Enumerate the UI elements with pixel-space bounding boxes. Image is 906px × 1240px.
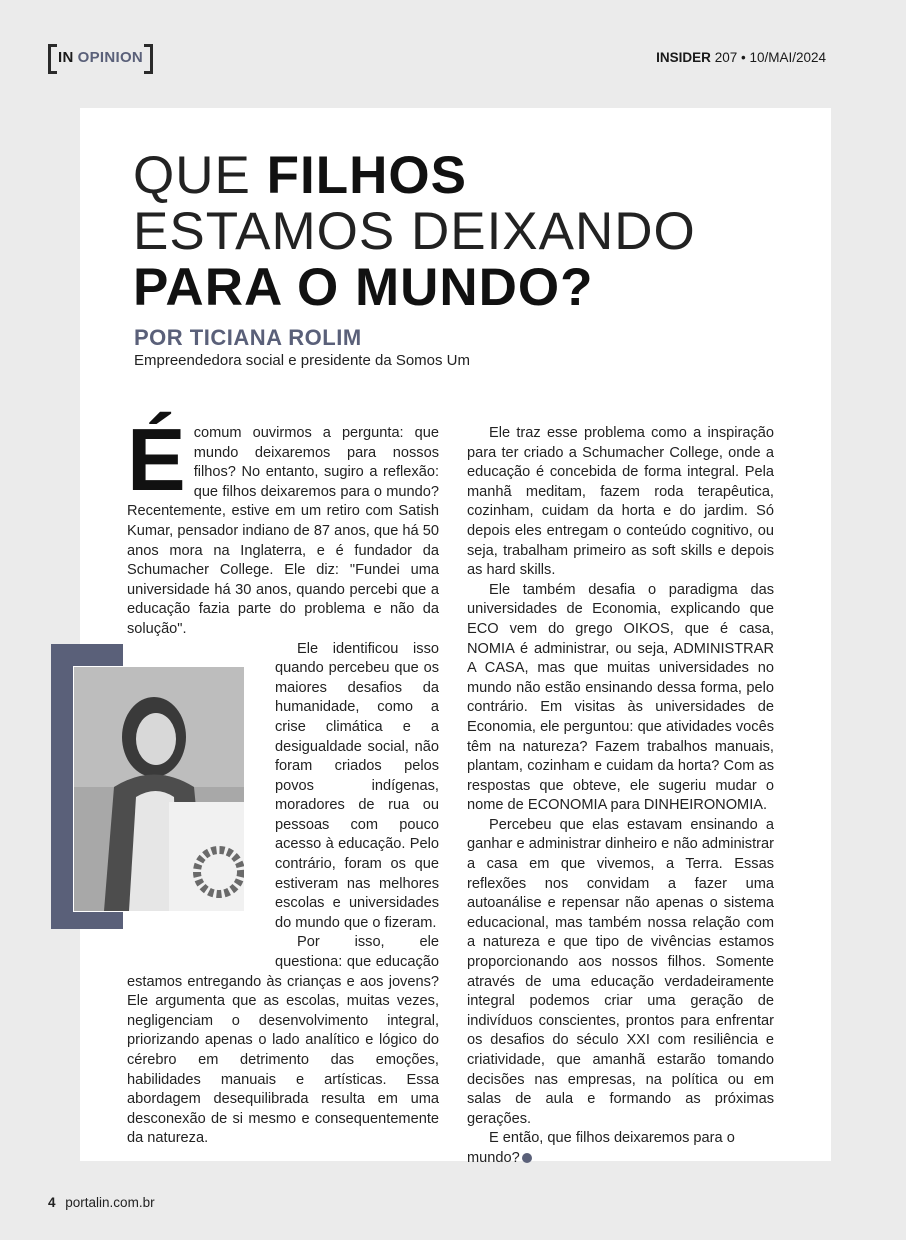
issue-brand: INSIDER (656, 50, 711, 65)
page-number: 4 (48, 1195, 56, 1210)
paragraph-4: Ele traz esse problema como a inspiração para ter criado a Schumacher College, onde a educação é concebida de forma integral. Pela manhã meditam, fazem roda terapêutica, cozinham, cuidam da horta e do jardim. Só depois eles entregam o conteúdo cognitivo, ou seja, trabalham primeiro as soft skills e depois as hard skills. (467, 425, 774, 579)
author-photo (73, 666, 245, 912)
paragraph-6: Percebeu que elas estavam ensinando a ganhar e administrar dinheiro e não administrar a casa em que vivemos, a Terra. Essas reflexões nos convidam a fazer uma autoanálise e repensar não apenas o sistema educacional, mas também nossa relação com a natureza e que tipo de vivências estamos proporcionando aos nossos filhos. Somente através de uma educação verdadeiramente integral podemos criar uma geração de indivíduos conscientes, prontos para enfrentar os desafios do século XXI com resiliência e criatividade, que amanhã estarão tomando decisões nas empresas, na política ou em salas de aula e formando as próximas gerações. (467, 816, 774, 1127)
page-footer (48, 1195, 155, 1210)
paragraph-7 (467, 1129, 774, 1168)
end-mark-icon (522, 1153, 532, 1163)
site-url[interactable]: portalin.com.br (65, 1195, 155, 1210)
article-title (133, 148, 696, 316)
paragraph-2: Ele identificou isso quando percebeu que os maiores desafios da humanidade, como a crise climática e a desigualdade social, não foram criados pelos povos indígenas, moradores de rua ou pessoas com pouco acesso à educação. Pelo contrário, foram os que estiveram nas melhores escolas e universidades do mundo que o fizeram. (275, 640, 439, 931)
article-column-left (127, 410, 439, 1149)
title-line1-bold: FILHOS (266, 146, 467, 205)
paragraph-5: Ele também desafia o paradigma das universidades de Economia, explicando que ECO vem do grego OIKOS, que é casa, NOMIA é administrar, ou seja, ADMINISTRAR A CASA, mas que muitas universidades no mundo não estão ensinando dessa forma, pelo contrário. Em visitas às universidades de Economia, ele perguntou: que atividades vocês têm na natureza? Fazem trabalhos manuais, plantam, cozinham e cuidam da horta? Com as respostas que obteve, ele sugeriu mudar o nome de ECONOMIA para DINHEIRONOMIA. (467, 581, 774, 814)
section-tag (48, 44, 153, 70)
paragraph-1: comum ouvirmos a pergunta: que mundo deixaremos para nossos filhos? No entanto, sugiro a reflexão: que filhos deixaremos para o mundo? Recentemente, estive em um retiro com Satish Kumar, pensador indiano de 87 anos, que há 50 anos mora na Inglaterra, e é fundador da Schumacher College. Ele diz: "Fundei uma universidade há 30 anos, quando percebi que a educação fazia parte do problema e não da solução". (127, 425, 439, 637)
author-photo-illustration (74, 667, 244, 911)
issue-number-date: 207 • 10/MAI/2024 (714, 50, 826, 65)
author-photo-block (123, 644, 265, 954)
author-role: Empreendedora social e presidente da Somos Um (134, 352, 471, 369)
title-line3: PARA O MUNDO? (133, 258, 594, 317)
paragraph-3: Por isso, ele questiona: que educação estamos entregando às crianças e aos jovens? Ele argumenta que as escolas, muitas vezes, negligenciam o desenvolvimento integral, priorizando apenas o lado analítico e lógico do cérebro em detrimento das emoções, habilidades manuais e artísticas. Essa abordagem desequilibrada resulta em uma desconexão de si mesmo e consequentemente da natureza. (127, 934, 439, 1147)
article-column-right (467, 424, 774, 1169)
author-byline: POR TICIANA ROLIM (134, 325, 362, 350)
drop-cap: É (127, 410, 186, 509)
section-tag-opinion: OPINION (77, 48, 144, 66)
issue-info (656, 50, 826, 65)
section-tag-in: IN (58, 48, 74, 66)
title-line1-thin: QUE (133, 146, 251, 205)
closing-question: E então, que filhos deixaremos para o mundo? (467, 1130, 735, 1166)
title-line2: ESTAMOS DEIXANDO (133, 202, 696, 261)
